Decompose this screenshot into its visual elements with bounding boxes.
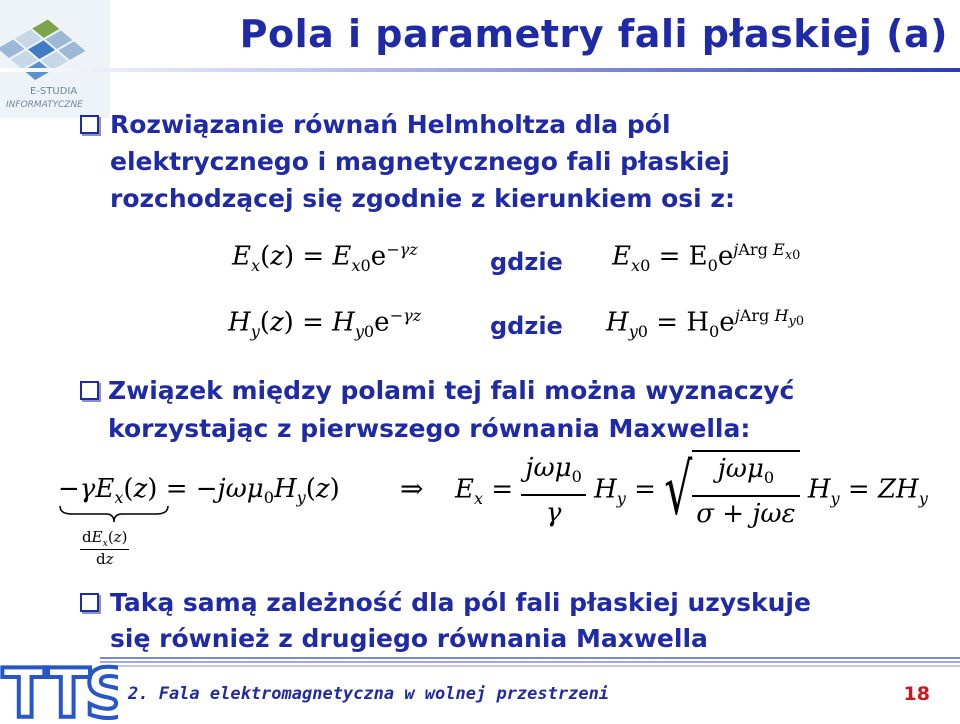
- implies-arrow: ⇒: [400, 472, 424, 505]
- checkbox-bullet-icon: [80, 593, 99, 612]
- checkbox-bullet-icon: [80, 115, 99, 134]
- bullet-line: Związek między polami tej fali można wyznaczyć: [108, 376, 795, 405]
- bullet-line: się również z drugiego równania Maxwella: [110, 624, 708, 653]
- bullet-line: rozchodzącej się zgodnie z kierunkiem osi z:: [110, 184, 735, 213]
- equation-impedance: $E_x$ = $\frac{j\omega\mu_0}{\gamma}$ $H_y$ = √ $\frac{j\omega\mu_0}{\text{σ + jωε}}$ $H_y = ZH_y$: [455, 448, 928, 531]
- logo-line-2: INFORMATYCZNE: [6, 100, 83, 110]
- where-label: gdzie: [490, 248, 563, 276]
- tts-logo: [0, 655, 118, 720]
- underbrace: [58, 504, 170, 524]
- slide-title: Pola i parametry fali płaskiej (a): [239, 12, 948, 56]
- where-label: gdzie: [490, 312, 563, 340]
- bullet-line: korzystając z pierwszego równania Maxwella:: [108, 414, 751, 443]
- page-number: 18: [903, 683, 930, 705]
- bullet-line: elektrycznego i magnetycznego fali płaskiej: [110, 147, 730, 176]
- title-divider: [0, 68, 960, 72]
- logo-line-1: E-STUDIA: [30, 86, 78, 97]
- e-studia-logo: [0, 0, 110, 118]
- equation-maxwell: $-\gamma E_x(z) = -j\omega\mu_0H_y(z)$: [58, 474, 340, 508]
- checkbox-bullet-icon: [80, 381, 99, 400]
- bullet-line: Rozwiązanie równań Helmholtza dla pól: [110, 110, 671, 139]
- derivative-label: $dE_x(z)$ dz: [82, 528, 128, 568]
- equation-ex: $E_x(z) = E_{x0}e^{-\gamma z}$: [232, 240, 418, 275]
- footer-stripes: [100, 657, 960, 675]
- footer-caption: 2. Fala elektromagnetyczna w wolnej przestrzeni: [128, 684, 610, 704]
- equation-ex0: $E_{x0} = E_0e^{jArg E_{x0}}$: [612, 240, 801, 275]
- tts-logo-text: TTS: [2, 655, 118, 720]
- equation-hy: $H_y(z) = H_{y0}e^{-\gamma z}$: [228, 306, 422, 341]
- equation-hy0: $H_{y0} = H_0e^{jArg H_{y0}}$: [606, 306, 805, 341]
- bullet-line: Taką samą zależność dla pól fali płaskiej uzyskuje: [110, 588, 811, 617]
